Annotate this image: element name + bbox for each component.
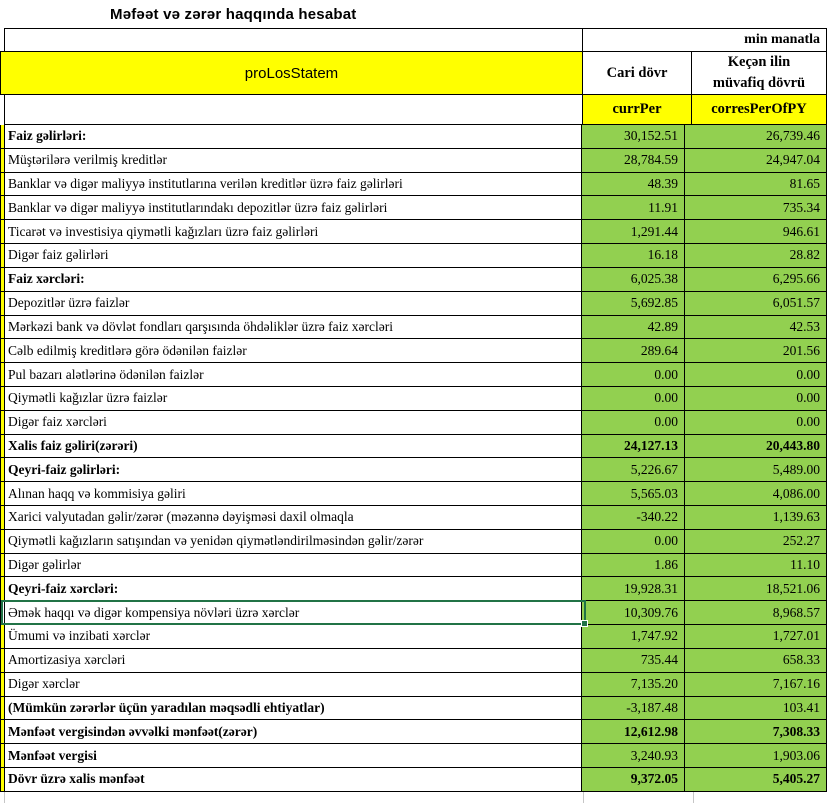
row-previous-period-value[interactable]: 6,051.57: [685, 292, 826, 315]
row-current-period-value[interactable]: 5,565.03: [582, 482, 685, 505]
table-row: [0, 577, 827, 601]
row-current-period-value[interactable]: 19,928.31: [582, 577, 685, 600]
row-label-cell[interactable]: Digər xərclər: [5, 673, 582, 696]
table-row: [0, 387, 827, 411]
row-previous-period-value[interactable]: 0.00: [685, 387, 826, 410]
row-current-period-value[interactable]: -340.22: [582, 506, 685, 529]
row-current-period-value[interactable]: 3,240.93: [582, 744, 685, 767]
row-current-period-value[interactable]: 289.64: [582, 339, 685, 362]
header-previous-period-text: Keçən ilin müvafiq dövrü: [712, 54, 806, 91]
row-label-cell[interactable]: Qeyri-faiz xərcləri:: [5, 577, 582, 600]
row-label-cell[interactable]: Banklar və digər maliyyə institutlarına verilən kreditlər üzrə faiz gəlirləri: [5, 173, 582, 196]
current-period-code-cell[interactable]: currPer: [583, 95, 692, 124]
row-label-cell[interactable]: (Mümkün zərərlər üçün yaradılan məqsədli ehtiyatlar): [5, 697, 582, 720]
row-previous-period-value[interactable]: 946.61: [685, 220, 826, 243]
row-previous-period-value[interactable]: 20,443.80: [685, 435, 826, 458]
row-current-period-value[interactable]: 9,372.05: [582, 768, 685, 791]
table-row: [0, 768, 827, 792]
table-row: [0, 435, 827, 459]
row-label-cell[interactable]: Faiz xərcləri:: [5, 268, 582, 291]
table-row: [0, 363, 827, 387]
row-label-cell[interactable]: Depozitlər üzrə faizlər: [5, 292, 582, 315]
header-current-period-cell[interactable]: Cari dövr: [583, 52, 692, 94]
unit-note[interactable]: min manatla: [744, 32, 820, 47]
row-label-cell[interactable]: Əmək haqqı və digər kompensiya növləri üzrə xərclər: [5, 601, 582, 624]
table-row: [0, 744, 827, 768]
row-previous-period-value[interactable]: 5,489.00: [685, 458, 826, 481]
row-current-period-value[interactable]: 0.00: [582, 530, 685, 553]
gridline-stub: [5, 792, 584, 803]
row-label-cell[interactable]: Faiz gəlirləri:: [5, 125, 582, 148]
table-row: [0, 220, 827, 244]
row-previous-period-value[interactable]: 24,947.04: [685, 149, 826, 172]
row-label-cell[interactable]: Mərkəzi bank və dövlət fondları qarşısında öhdəliklər üzrə faiz xərcləri: [5, 316, 582, 339]
table-header-row: [0, 51, 827, 95]
row-current-period-value[interactable]: 1.86: [582, 554, 685, 577]
table-row: [0, 173, 827, 197]
table-row: [0, 149, 827, 173]
header-name-cell[interactable]: proLosStatem: [1, 52, 583, 94]
row-label-cell[interactable]: Pul bazarı alətlərinə ödənilən faizlər: [5, 363, 582, 386]
row-current-period-value[interactable]: 42.89: [582, 316, 685, 339]
row-current-period-value[interactable]: 30,152.51: [582, 125, 685, 148]
row-label-cell[interactable]: Digər faiz xərcləri: [5, 411, 582, 434]
row-current-period-value[interactable]: 6,025.38: [582, 268, 685, 291]
row-current-period-value[interactable]: 28,784.59: [582, 149, 685, 172]
row-previous-period-value[interactable]: 1,139.63: [685, 506, 826, 529]
row-current-period-value[interactable]: 11.91: [582, 196, 685, 219]
row-label-cell[interactable]: Alınan haqq və kommisiya gəliri: [5, 482, 582, 505]
row-previous-period-value[interactable]: 7,167.16: [685, 673, 826, 696]
row-previous-period-value[interactable]: 252.27: [685, 530, 826, 553]
empty-grid-area: [0, 792, 827, 803]
row-previous-period-value[interactable]: 0.00: [685, 363, 826, 386]
row-previous-period-value[interactable]: 6,295.66: [685, 268, 826, 291]
row-current-period-value[interactable]: 0.00: [582, 363, 685, 386]
table-row: [0, 458, 827, 482]
row-label-cell[interactable]: Digər faiz gəlirləri: [5, 244, 582, 267]
table-row: [0, 697, 827, 721]
row-current-period-value[interactable]: 10,309.76: [582, 601, 685, 624]
row-current-period-value[interactable]: 7,135.20: [582, 673, 685, 696]
row-label-cell[interactable]: Ticarət və investisiya qiymətli kağızları üzrə faiz gəlirləri: [5, 220, 582, 243]
row-previous-period-value[interactable]: 4,086.00: [685, 482, 826, 505]
row-label-cell[interactable]: Xarici valyutadan gəlir/zərər (məzənnə dəyişməsi daxil olmaqla: [5, 506, 582, 529]
title-area: [0, 0, 827, 28]
row-previous-period-value[interactable]: 42.53: [685, 316, 826, 339]
row-current-period-value[interactable]: 0.00: [582, 387, 685, 410]
table-row: [0, 554, 827, 578]
row-current-period-value[interactable]: 48.39: [582, 173, 685, 196]
table-row: [0, 625, 827, 649]
row-current-period-value[interactable]: -3,187.48: [582, 697, 685, 720]
row-previous-period-value[interactable]: 1,903.06: [685, 744, 826, 767]
row-current-period-value[interactable]: 5,692.85: [582, 292, 685, 315]
row-label-cell[interactable]: Banklar və digər maliyyə institutlarındakı depozitlər üzrə faiz gəlirləri: [5, 196, 582, 219]
row-previous-period-value[interactable]: 28.82: [685, 244, 826, 267]
table-row: [0, 673, 827, 697]
row-previous-period-value[interactable]: 26,739.46: [685, 125, 826, 148]
table-row: [0, 506, 827, 530]
previous-period-code-cell[interactable]: corresPerOfPY: [692, 95, 826, 124]
table-row: [0, 292, 827, 316]
row-current-period-value[interactable]: 5,226.67: [582, 458, 685, 481]
row-label-cell[interactable]: Mənfəət vergisindən əvvəlki mənfəət(zərər): [5, 720, 582, 743]
row-previous-period-value[interactable]: 735.34: [685, 196, 826, 219]
table-row: [0, 339, 827, 363]
row-label-cell[interactable]: Amortizasiya xərcləri: [5, 649, 582, 672]
row-label-cell[interactable]: Mənfəət vergisi: [5, 744, 582, 767]
table-row: [0, 196, 827, 220]
row-current-period-value[interactable]: 735.44: [582, 649, 685, 672]
table-row: [0, 530, 827, 554]
table-code-row: [4, 95, 827, 125]
unit-row-empty-cell[interactable]: [5, 29, 583, 51]
unit-row: [4, 28, 827, 51]
row-label-cell[interactable]: Müştərilərə verilmiş kreditlər: [5, 149, 582, 172]
table-row: [0, 649, 827, 673]
row-current-period-value[interactable]: 12,612.98: [582, 720, 685, 743]
table-row: [0, 601, 827, 625]
table-row: [0, 244, 827, 268]
row-previous-period-value[interactable]: 18,521.06: [685, 577, 826, 600]
table-row: [0, 411, 827, 435]
row-previous-period-value[interactable]: 8,968.57: [685, 601, 826, 624]
row-label-cell[interactable]: Dövr üzrə xalis mənfəət: [5, 768, 582, 791]
row-previous-period-value[interactable]: 11.10: [685, 554, 826, 577]
table-row: [0, 720, 827, 744]
row-label-cell[interactable]: Ümumi və inzibati xərclər: [5, 625, 582, 648]
row-label-cell[interactable]: Qiymətli kağızlar üzrə faizlər: [5, 387, 582, 410]
row-current-period-value[interactable]: 24,127.13: [582, 435, 685, 458]
row-previous-period-value[interactable]: 5,405.27: [685, 768, 826, 791]
row-label-cell[interactable]: Xalis faiz gəliri(zərəri): [5, 435, 582, 458]
header-previous-period-cell[interactable]: [692, 52, 826, 94]
row-label-cell[interactable]: Qiymətli kağızların satışından və yenidən qiymətləndirilməsindən gəlir/zərər: [5, 530, 582, 553]
row-previous-period-value[interactable]: 0.00: [685, 411, 826, 434]
row-previous-period-value[interactable]: 103.41: [685, 697, 826, 720]
table-row: [0, 316, 827, 340]
row-current-period-value[interactable]: 1,747.92: [582, 625, 685, 648]
row-current-period-value[interactable]: 16.18: [582, 244, 685, 267]
page-title: Məfəət və zərər haqqında hesabat: [110, 5, 357, 23]
table-body: [0, 125, 827, 792]
row-previous-period-value[interactable]: 658.33: [685, 649, 826, 672]
row-current-period-value[interactable]: 0.00: [582, 411, 685, 434]
code-row-empty-cell[interactable]: [5, 95, 583, 124]
table-row: [0, 125, 827, 149]
row-current-period-value[interactable]: 1,291.44: [582, 220, 685, 243]
row-previous-period-value[interactable]: 81.65: [685, 173, 826, 196]
row-previous-period-value[interactable]: 1,727.01: [685, 625, 826, 648]
row-previous-period-value[interactable]: 201.56: [685, 339, 826, 362]
table-row: [0, 268, 827, 292]
table-row: [0, 482, 827, 506]
row-label-cell[interactable]: Digər gəlirlər: [5, 554, 582, 577]
row-label-cell[interactable]: Cəlb edilmiş kreditlərə görə ödənilən faizlər: [5, 339, 582, 362]
gridline-stub: [584, 792, 694, 803]
row-label-cell[interactable]: Qeyri-faiz gəlirləri:: [5, 458, 582, 481]
row-previous-period-value[interactable]: 7,308.33: [685, 720, 826, 743]
